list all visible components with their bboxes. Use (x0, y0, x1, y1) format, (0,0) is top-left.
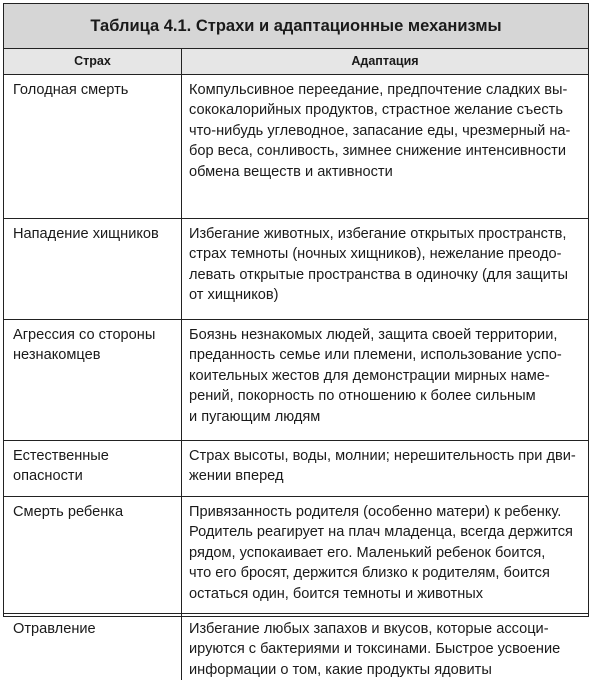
fear-cell (4, 497, 182, 614)
fear-cell (4, 320, 182, 441)
adaptation-text: Страх высоты, воды, молнии; нерешительность при дви- (189, 446, 582, 466)
fears-table (4, 48, 588, 680)
adaptation-cell (182, 320, 589, 441)
adaptation-text: левать открытые пространства в одиночку (для защиты (189, 265, 582, 285)
table-row (4, 75, 588, 219)
adaptation-text: Боязнь незнакомых людей, защита своей территории, (189, 325, 582, 345)
adaptation-text: Избегание животных, избегание открытых пространств, (189, 224, 582, 244)
adaptation-text: что-нибудь углеводное, запасание еды, чрезмерный на- (189, 121, 582, 141)
adaptation-text: страх темноты (ночных хищников), нежелание преодо- (189, 244, 582, 264)
adaptation-text: что его бросят, держится близко к родителям, боится (189, 563, 582, 583)
adaptation-text: ируются с бактериями и токсинами. Быстрое усвоение (189, 639, 582, 659)
fear-text: Отравление (13, 619, 175, 639)
fear-text: Агрессия со стороны (13, 325, 175, 345)
header-adaptation: Адаптация (182, 49, 589, 75)
fear-cell (4, 441, 182, 497)
adaptation-text: Родитель реагирует на плач младенца, всегда держится (189, 522, 582, 542)
adaptation-text: жении вперед (189, 466, 582, 486)
table-row (4, 497, 588, 614)
adaptation-text: Избегание любых запахов и вкусов, которые ассоци- (189, 619, 582, 639)
table-header-row (4, 49, 588, 75)
table-title: Таблица 4.1. Страхи и адаптационные механизмы (4, 4, 588, 49)
fear-text: Нападение хищников (13, 224, 175, 244)
adaptation-cell (182, 219, 589, 320)
adaptation-text: информации о том, какие продукты ядовиты (189, 660, 582, 680)
fear-cell (4, 614, 182, 680)
adaptation-text: сококалорийных продуктов, страстное желание съесть (189, 100, 582, 120)
fear-cell (4, 75, 182, 219)
adaptation-text: Компульсивное переедание, предпочтение сладких вы- (189, 80, 582, 100)
table-row (4, 320, 588, 441)
table-row (4, 219, 588, 320)
fear-cell (4, 219, 182, 320)
table-frame (3, 3, 589, 617)
fear-text: незнакомцев (13, 345, 175, 365)
adaptation-text: бор веса, сонливость, зимнее снижение интенсивности (189, 141, 582, 161)
header-fear: Страх (4, 49, 182, 75)
adaptation-text: от хищников) (189, 285, 582, 305)
table-row (4, 441, 588, 497)
adaptation-text: Привязанность родителя (особенно матери) к ребенку. (189, 502, 582, 522)
adaptation-cell (182, 75, 589, 219)
adaptation-text: остаться один, боится темноты и животных (189, 584, 582, 604)
adaptation-text: рений, покорность по отношению к более сильным (189, 386, 582, 406)
adaptation-text: преданность семье или племени, использование успо- (189, 345, 582, 365)
adaptation-text: рядом, успокаивает его. Маленький ребенок боится, (189, 543, 582, 563)
adaptation-cell (182, 497, 589, 614)
adaptation-text: коительных жестов для демонстрации мирных наме- (189, 366, 582, 386)
table-row (4, 614, 588, 680)
adaptation-text: обмена веществ и активности (189, 162, 582, 182)
adaptation-text: и пугающим людям (189, 407, 582, 427)
fear-text: Естественные (13, 446, 175, 466)
fear-text: опасности (13, 466, 175, 486)
adaptation-cell (182, 614, 589, 680)
fear-text: Голодная смерть (13, 80, 175, 100)
adaptation-cell (182, 441, 589, 497)
fear-text: Смерть ребенка (13, 502, 175, 522)
